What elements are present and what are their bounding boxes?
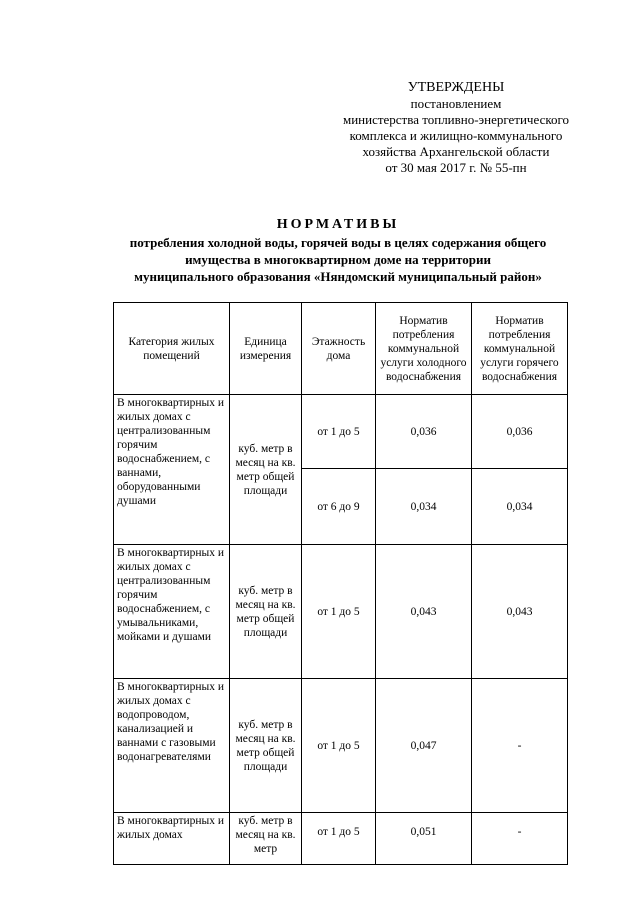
table-row: [114, 679, 568, 813]
hot-water-cell: -: [472, 679, 568, 813]
unit-cell: куб. метр в месяц на кв. метр общей площади: [230, 395, 302, 545]
unit-cell: куб. метр в месяц на кв. метр: [230, 813, 302, 865]
table-row: [114, 813, 568, 865]
category-cell: В многоквартирных и жилых домах с водопроводом, канализацией и ваннами с газовыми водонагревателями: [114, 679, 230, 813]
hot-water-cell: 0,034: [472, 469, 568, 545]
cold-water-cell: 0,047: [376, 679, 472, 813]
header-category: Категория жилых помещений: [114, 303, 230, 395]
title-line: потребления холодной воды, горячей воды в целях содержания общего: [129, 235, 547, 250]
floors-cell: от 6 до 9: [302, 469, 376, 545]
floors-cell: от 1 до 5: [302, 679, 376, 813]
category-cell: В многоквартирных и жилых домах с централизованным горячим водоснабжением, с ваннами, оборудованными душами: [114, 395, 230, 545]
hot-water-cell: -: [472, 813, 568, 865]
table-row: [114, 395, 568, 469]
approval-line: постановлением: [410, 96, 502, 111]
category-cell: В многоквартирных и жилых домах: [114, 813, 230, 865]
table-header-row: [114, 303, 568, 395]
header-unit: Единица измерения: [230, 303, 302, 395]
header-floors: Этажность дома: [302, 303, 376, 395]
title-line: имущества в многоквартирном доме на территории: [185, 252, 491, 267]
cold-water-cell: 0,043: [376, 545, 472, 679]
category-cell: В многоквартирных и жилых домах с централизованным горячим водоснабжением, с умывальниками, мойками и душами: [114, 545, 230, 679]
approval-block: [300, 80, 612, 176]
cold-water-cell: 0,034: [376, 469, 472, 545]
header-hot-water: Норматив потребления коммунальной услуги горячего водоснабжения: [472, 303, 568, 395]
unit-cell: куб. метр в месяц на кв. метр общей площади: [230, 545, 302, 679]
title-line: муниципального образования «Няндомский муниципальный район»: [134, 269, 542, 284]
unit-cell: куб. метр в месяц на кв. метр общей площади: [230, 679, 302, 813]
approval-line: министерства топливно-энергетического: [342, 112, 570, 127]
cold-water-cell: 0,036: [376, 395, 472, 469]
hot-water-cell: 0,043: [472, 545, 568, 679]
norms-table: [113, 302, 568, 865]
hot-water-cell: 0,036: [472, 395, 568, 469]
title-main: НОРМАТИВЫ: [276, 217, 400, 232]
approval-line: хозяйства Архангельской области: [362, 144, 550, 159]
floors-cell: от 1 до 5: [302, 395, 376, 469]
header-cold-water: Норматив потребления коммунальной услуги холодного водоснабжения: [376, 303, 472, 395]
approval-heading: УТВЕРЖДЕНЫ: [407, 80, 505, 95]
document-title: [60, 216, 616, 285]
cold-water-cell: 0,051: [376, 813, 472, 865]
approval-line: от 30 мая 2017 г. № 55-пн: [385, 160, 527, 175]
floors-cell: от 1 до 5: [302, 545, 376, 679]
approval-line: комплекса и жилищно-коммунального: [349, 128, 563, 143]
floors-cell: от 1 до 5: [302, 813, 376, 865]
table-row: [114, 545, 568, 679]
